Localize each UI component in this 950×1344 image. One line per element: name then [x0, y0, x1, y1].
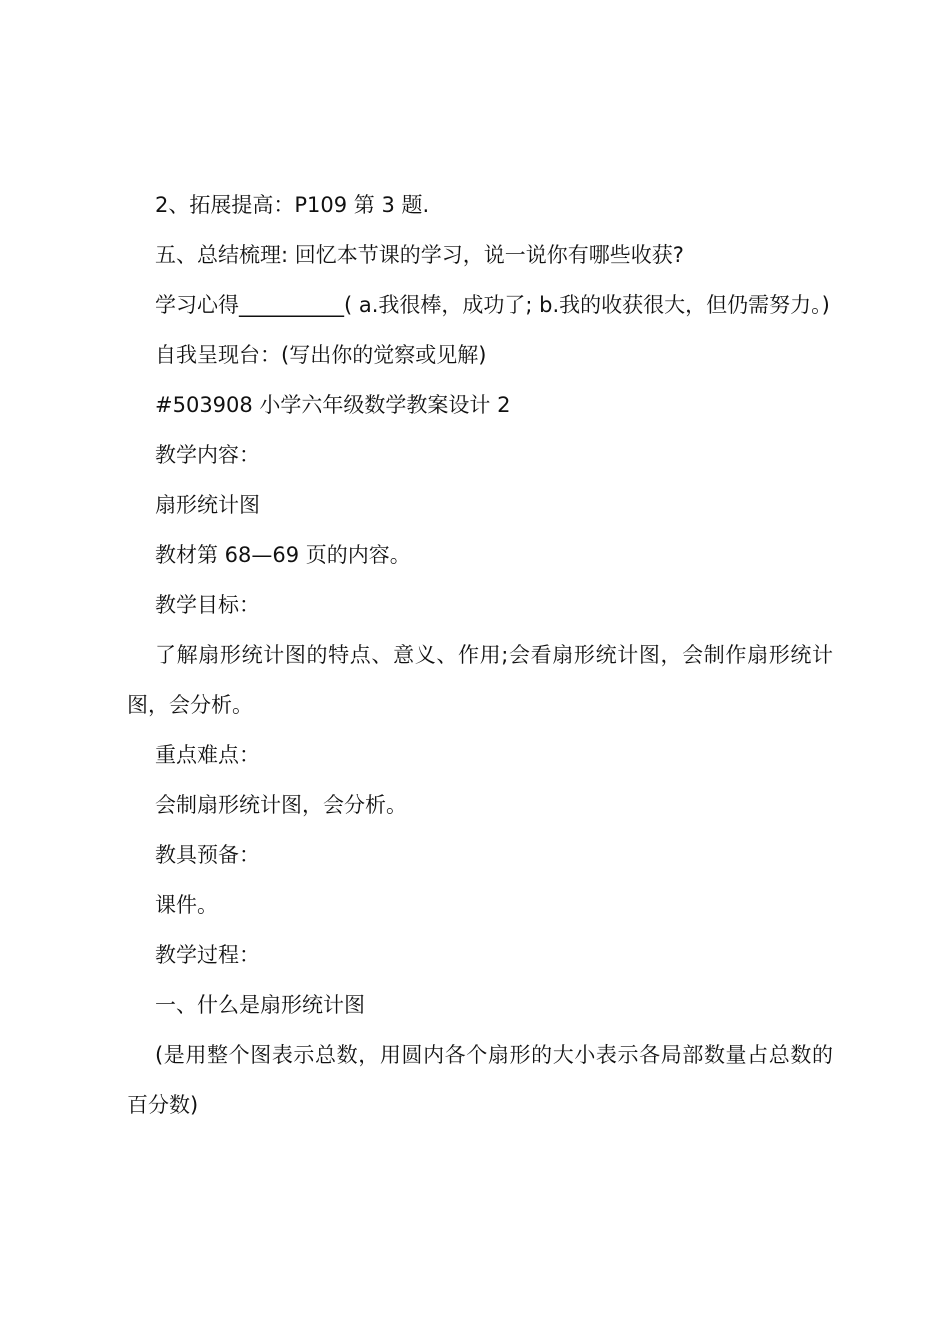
paragraph-teaching-goals-heading: 教学目标：: [155, 593, 260, 617]
paragraph-teaching-aids-heading: 教具预备：: [155, 843, 260, 867]
paragraph-teaching-content-heading: 教学内容：: [155, 443, 260, 467]
paragraph-teaching-goals: 了解扇形统计图的特点、意义、作用;会看扇形统计图，会制作扇形统计图，会分析。: [127, 643, 833, 717]
paragraph-learning-reflection: 学习心得__________( a.我很棒，成功了; b.我的收获很大，但仍需努力。): [155, 293, 830, 317]
paragraph-summary-heading: 五、总结梳理: 回忆本节课的学习，说一说你有哪些收获?: [155, 243, 684, 267]
document-body: [127, 180, 833, 1130]
paragraph-pie-chart-definition: (是用整个图表示总数，用圆内各个扇形的大小表示各局部数量占总数的百分数): [127, 1043, 833, 1117]
paragraph-topic: 扇形统计图: [155, 493, 260, 517]
paragraph-teaching-process-heading: 教学过程：: [155, 943, 260, 967]
paragraph-self-presentation: 自我呈现台：(写出你的觉察或见解): [155, 343, 487, 367]
paragraph-key-points: 会制扇形统计图，会分析。: [155, 793, 407, 817]
paragraph-key-points-heading: 重点难点：: [155, 743, 260, 767]
paragraph-textbook-pages: 教材第 68—69 页的内容。: [155, 543, 411, 567]
paragraph-teaching-aids: 课件。: [155, 893, 218, 917]
paragraph-section-one-heading: 一、什么是扇形统计图: [155, 993, 365, 1017]
paragraph-lesson-plan-title: #503908 小学六年级数学教案设计 2: [155, 393, 511, 417]
paragraph-extension: 2、拓展提高：P109 第 3 题.: [155, 193, 430, 217]
